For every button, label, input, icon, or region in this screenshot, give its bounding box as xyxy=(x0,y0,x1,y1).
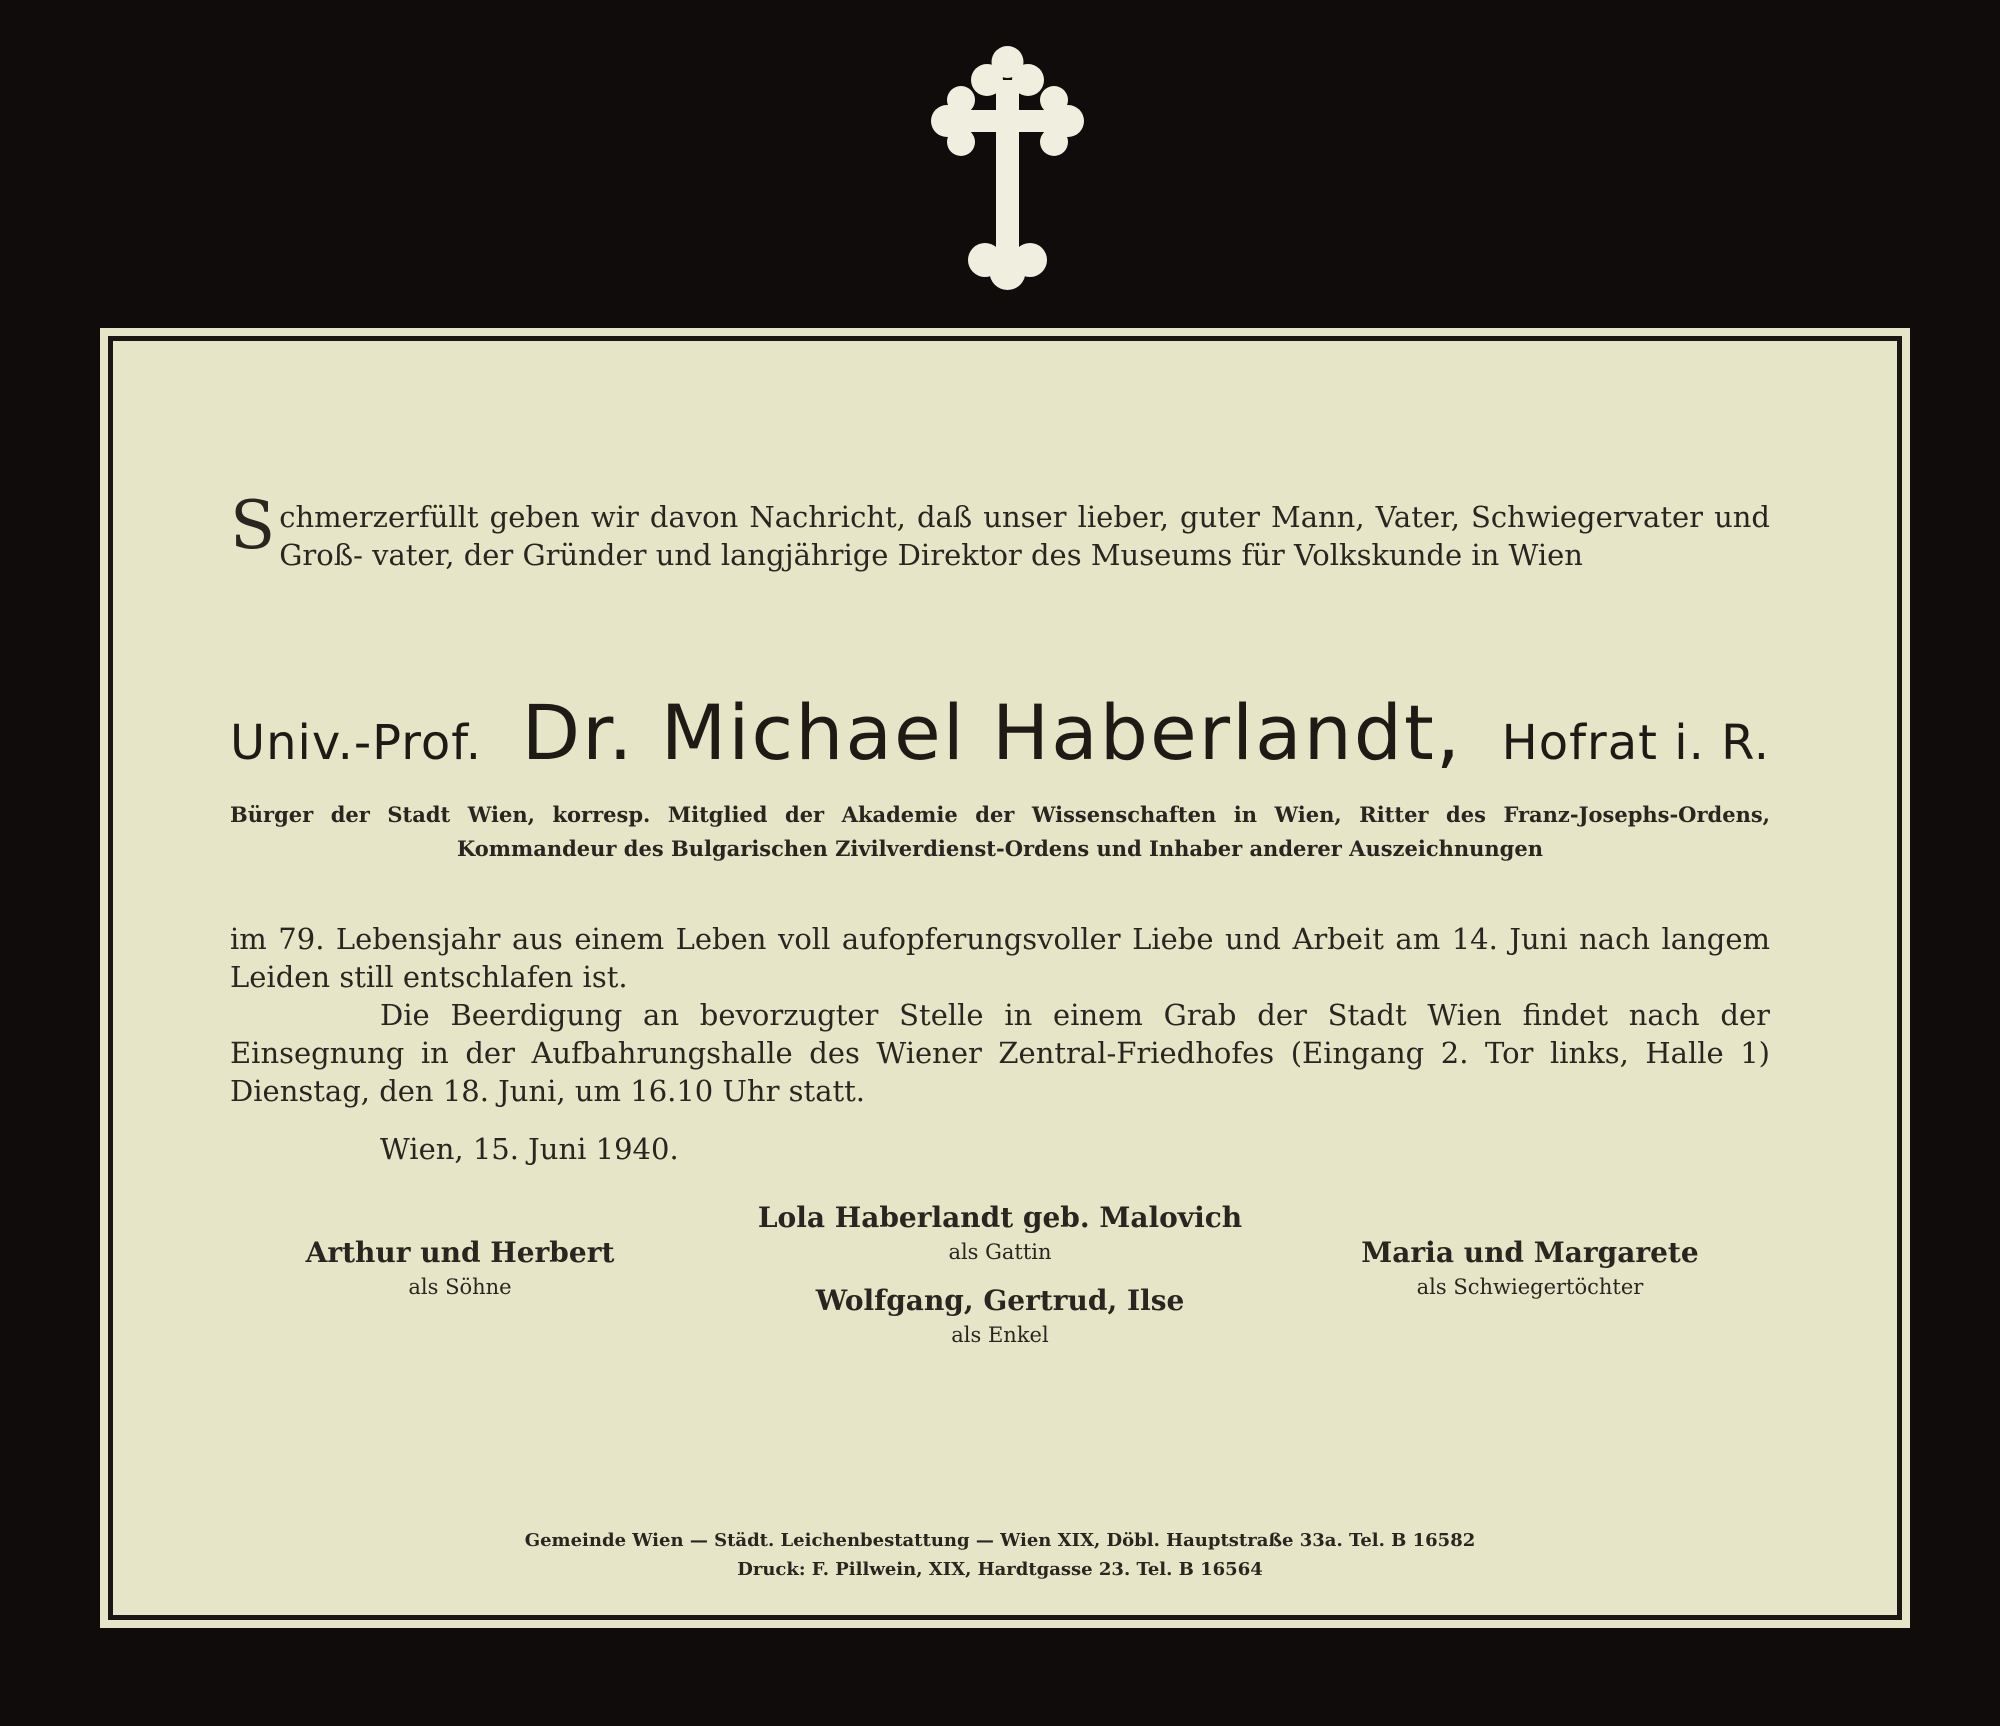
mourner-center-top-names: Lola Haberlandt geb. Malovich xyxy=(757,1201,1243,1234)
mourner-center-top xyxy=(730,1198,1270,1266)
footer-line2: Druck: F. Pillwein, XIX, Hardtgasse 23. Tel. B 16564 xyxy=(737,1559,1263,1580)
paper-frame xyxy=(100,328,1910,1628)
honorifics-line1: Bürger der Stadt Wien, korresp. Mitglied der Akademie der Wissenschaften in Wien, Ritter des Franz-Josephs-Ordens, xyxy=(230,802,1770,827)
name-prefix: Univ.-Prof. xyxy=(230,715,482,771)
intro-paragraph xyxy=(230,487,1770,574)
deceased-name xyxy=(230,688,1770,777)
name-suffix: Hofrat i. R. xyxy=(1501,715,1770,771)
dropcap: S xyxy=(230,487,276,564)
footer-imprint xyxy=(230,1526,1770,1584)
honorifics xyxy=(230,798,1770,866)
mourner-right-names: Maria und Margarete xyxy=(1361,1236,1699,1269)
body-paragraph-2: Die Beerdigung an bevorzugter Stelle in einem Grab der Stadt Wien findet nach der Einsegnung in der Aufbahrungshalle des Wiener Zentral-Friedhofes (Eingang 2. Tor links, Halle 1) Dienstag, den 18. Juni, um 16.10 Uhr statt. xyxy=(230,998,1770,1108)
mourner-right-role: als Schwiegertöchter xyxy=(1416,1275,1644,1299)
mourner-left-names: Arthur und Herbert xyxy=(305,1236,615,1269)
mourner-center-bottom-names: Wolfgang, Gertrud, Ilse xyxy=(815,1284,1185,1317)
honorifics-line2: Kommandeur des Bulgarischen Zivilverdienst-Ordens und Inhaber anderer Auszeichnungen xyxy=(456,836,1543,861)
mourner-center-bottom xyxy=(730,1281,1270,1349)
name-main: Dr. Michael Haberlandt, xyxy=(521,688,1462,777)
intro-text: chmerzerfüllt geben wir davon Nachricht, daß unser lieber, guter Mann, Vater, Schwiegervater und Groß- vater, der Gründer und langjährige Direktor des Museums für Volkskunde in Wien xyxy=(279,500,1770,572)
dateline: Wien, 15. Juni 1940. xyxy=(380,1132,679,1166)
mourner-right xyxy=(1310,1233,1750,1301)
body-paragraph-1: im 79. Lebensjahr aus einem Leben voll aufopferungsvoller Liebe und Arbeit am 14. Juni nach langem Leiden still entschlafen ist. xyxy=(230,922,1770,994)
footer-line1: Gemeinde Wien — Städt. Leichenbestattung — Wien XIX, Döbl. Hauptstraße 33a. Tel. B 16582 xyxy=(524,1530,1476,1551)
mourner-left-role: als Söhne xyxy=(408,1275,512,1299)
cross-icon xyxy=(925,40,1090,295)
mourner-left xyxy=(260,1233,660,1301)
mourner-center-top-role: als Gattin xyxy=(948,1240,1052,1264)
mourner-center-bottom-role: als Enkel xyxy=(951,1323,1049,1347)
